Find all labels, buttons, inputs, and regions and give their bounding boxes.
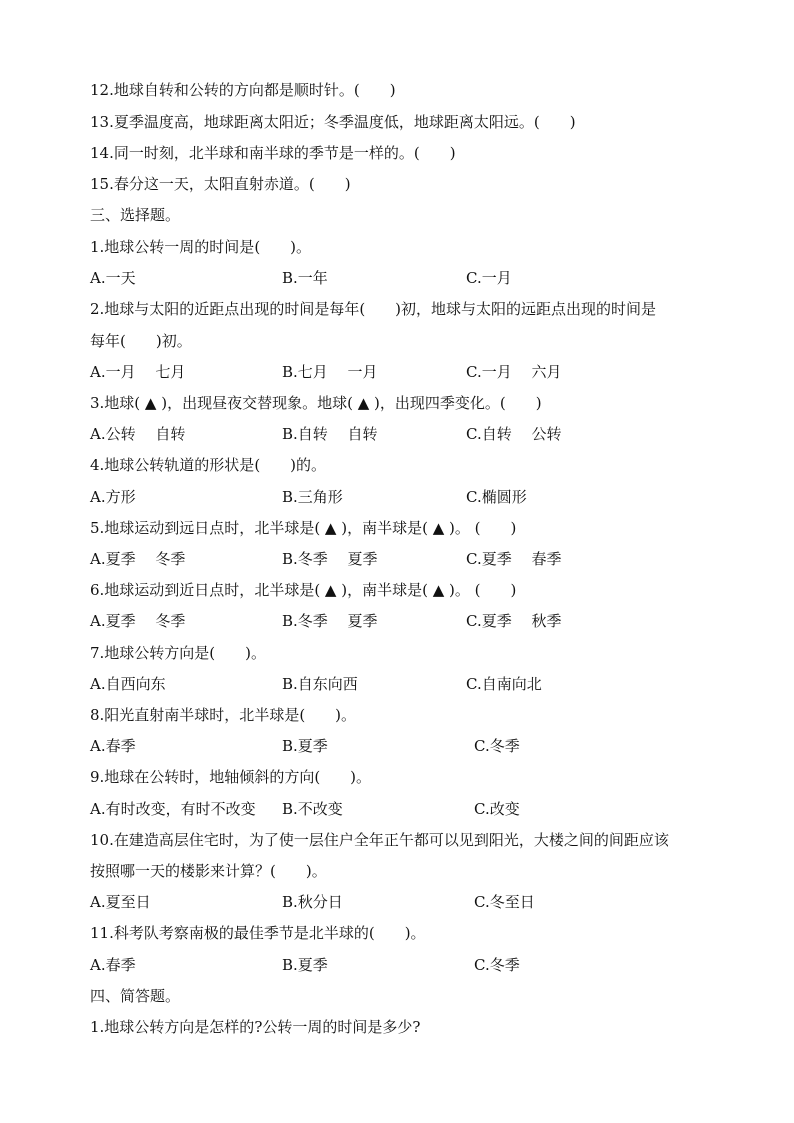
question-2-options <box>90 362 730 382</box>
option-c: C.一月 六月 <box>466 363 562 381</box>
option-a: A.自西向东 <box>90 675 166 693</box>
question-4-options <box>90 487 730 507</box>
option-c: C.冬至日 <box>474 893 535 911</box>
option-a: A.方形 <box>90 488 136 506</box>
question-8-options <box>90 736 730 756</box>
option-b: B.夏季 <box>282 737 328 755</box>
question-1-options <box>90 268 730 288</box>
section-heading-short-answer: 四、简答题。 <box>90 987 181 1005</box>
option-b: B.夏季 <box>282 956 328 974</box>
question-tf-15: 15.春分这一天，太阳直射赤道。( ) <box>90 175 351 193</box>
question-7-options <box>90 674 730 694</box>
option-b: B.三角形 <box>282 488 343 506</box>
option-c: C.冬季 <box>474 956 520 974</box>
option-c: C.夏季 春季 <box>466 550 562 568</box>
option-b: B.自转 自转 <box>282 425 378 443</box>
question-10-stem-line2: 按照哪一天的楼影来计算？( )。 <box>90 862 327 880</box>
question-5-stem: 5.地球运动到远日点时，北半球是( ▲ )，南半球是( ▲ )。 ( ) <box>90 519 517 537</box>
question-5-options <box>90 549 730 569</box>
option-c: C.冬季 <box>474 737 520 755</box>
question-1-stem: 1.地球公转一周的时间是( )。 <box>90 238 312 256</box>
option-c: C.一月 <box>466 269 512 287</box>
option-a: A.春季 <box>90 737 136 755</box>
question-tf-12: 12.地球自转和公转的方向都是顺时针。( ) <box>90 81 396 99</box>
option-c: C.自南向北 <box>466 675 542 693</box>
question-tf-14: 14.同一时刻，北半球和南半球的季节是一样的。( ) <box>90 144 456 162</box>
question-10-options <box>90 892 730 912</box>
question-2-stem-line1: 2.地球与太阳的近距点出现的时间是每年( )初，地球与太阳的远距点出现的时间是 <box>90 300 657 318</box>
question-3-stem: 3.地球( ▲ )，出现昼夜交替现象。地球( ▲ )，出现四季变化。( ) <box>90 394 542 412</box>
question-8-stem: 8.阳光直射南半球时，北半球是( )。 <box>90 706 357 724</box>
question-7-stem: 7.地球公转方向是( )。 <box>90 644 267 662</box>
question-tf-13: 13.夏季温度高，地球距离太阳近；冬季温度低，地球距离太阳远。( ) <box>90 113 576 131</box>
option-b: B.秋分日 <box>282 893 343 911</box>
option-c: C.改变 <box>474 800 520 818</box>
option-a: A.有时改变，有时不改变 <box>90 800 256 818</box>
option-c: C.自转 公转 <box>466 425 562 443</box>
option-a: A.春季 <box>90 956 136 974</box>
option-c: C.夏季 秋季 <box>466 612 562 630</box>
option-a: A.夏至日 <box>90 893 151 911</box>
option-b: B.一年 <box>282 269 328 287</box>
question-11-options <box>90 955 730 975</box>
option-b: B.冬季 夏季 <box>282 550 378 568</box>
question-2-stem-line2: 每年( )初。 <box>90 332 192 350</box>
question-11-stem: 11.科考队考察南极的最佳季节是北半球的( )。 <box>90 924 426 942</box>
option-b: B.七月 一月 <box>282 363 378 381</box>
question-6-options <box>90 611 730 631</box>
option-a: A.一月 七月 <box>90 363 186 381</box>
short-answer-question-1: 1.地球公转方向是怎样的?公转一周的时间是多少? <box>90 1018 421 1036</box>
question-4-stem: 4.地球公转轨道的形状是( )的。 <box>90 456 327 474</box>
option-b: B.冬季 夏季 <box>282 612 378 630</box>
option-a: A.夏季 冬季 <box>90 612 186 630</box>
question-3-options <box>90 424 730 444</box>
question-10-stem-line1: 10.在建造高层住宅时，为了使一层住户全年正午都可以见到阳光，大楼之间的间距应该 <box>90 831 669 849</box>
option-c: C.椭圆形 <box>466 488 527 506</box>
option-a: A.公转 自转 <box>90 425 186 443</box>
question-9-stem: 9.地球在公转时，地轴倾斜的方向( )。 <box>90 768 372 786</box>
question-6-stem: 6.地球运动到近日点时，北半球是( ▲ )，南半球是( ▲ )。 ( ) <box>90 581 517 599</box>
option-b: B.不改变 <box>282 800 343 818</box>
question-9-options <box>90 799 730 819</box>
option-a: A.一天 <box>90 269 136 287</box>
option-a: A.夏季 冬季 <box>90 550 186 568</box>
option-b: B.自东向西 <box>282 675 358 693</box>
section-heading-choice: 三、选择题。 <box>90 206 181 224</box>
